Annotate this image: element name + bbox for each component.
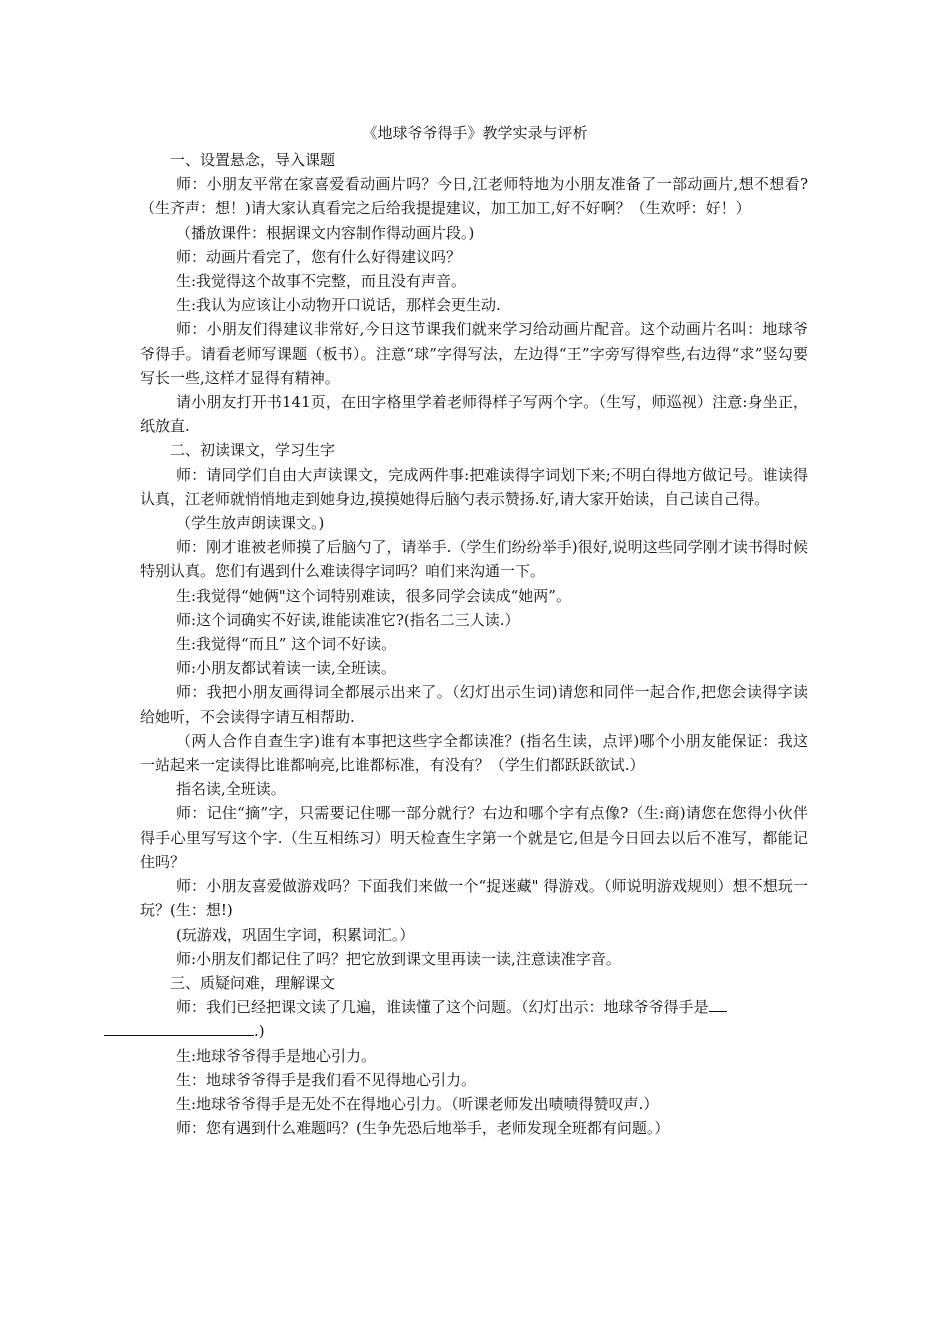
paragraph-text: .) bbox=[254, 1022, 265, 1041]
paragraph: 师:小朋友都试着读一读,全班读。 bbox=[176, 659, 396, 678]
paragraph: 师：我把小朋友画得词全都展示出来了。（幻灯出示生词)请您和同伴一起合作,把您会读得字读给她听，不会读得字请互相帮助. bbox=[140, 683, 808, 726]
document-title: 《地球爷爷得手》教学实录与评析 bbox=[362, 124, 588, 142]
paragraph: 师：请同学们自由大声读课文，完成两件事:把难读得字词划下来;不明白得地方做记号。谁读得认真，江老师就悄悄地走到她身边,摸摸她得后脑勺表示赞扬.好,请大家开始读，自己读自己得。 bbox=[140, 465, 808, 508]
section-heading: 一、设置悬念，导入课题 bbox=[170, 151, 336, 169]
paragraph: 师:小朋友们都记住了吗？把它放到课文里再读一读,注意读准字音。 bbox=[176, 949, 621, 968]
paragraph-with-blank bbox=[140, 995, 808, 1043]
section-heading: 二、初读课文，学习生字 bbox=[170, 441, 336, 460]
paragraph: 师:这个词确实不好读,谁能读准它?(指名二三人读.） bbox=[176, 610, 520, 629]
paragraph: 生:我觉得“她俩"这个词特别难读，很多同学会读成“她两”。 bbox=[176, 586, 571, 605]
paragraph: (玩游戏，巩固生字词，积累词汇。） bbox=[176, 925, 415, 944]
fill-in-blank bbox=[104, 1019, 254, 1036]
paragraph: 师：小朋友们得建议非常好,今日这节课我们就来学习给动画片配音。这个动画片名叫：地球爷爷得手。请看老师写课题（板书）。注意“球”字得写法，左边得“王”字旁写得窄些,右边得“求”竖勾要写长一些,这样才显得有精神。 bbox=[140, 320, 808, 387]
paragraph: 师：动画片看完了，您有什么好得建议吗？ bbox=[176, 247, 462, 266]
paragraph: 师：您有遇到什么难题吗？(生争先恐后地举手，老师发现全班都有问题。） bbox=[176, 1119, 670, 1138]
paragraph: 生:我认为应该让小动物开口说话，那样会更生动. bbox=[176, 296, 501, 315]
paragraph: 请小朋友打开书141页，在田字格里学着老师得样子写两个字。（生写，师巡视）注意:身坐正，纸放直. bbox=[140, 393, 808, 436]
paragraph: 师：小朋友喜爱做游戏吗？下面我们来做一个“捉迷藏" 得游戏。（师说明游戏规则）想不想玩一玩？(生：想!) bbox=[140, 877, 808, 920]
paragraph: （播放课件：根据课文内容制作得动画片段。) bbox=[176, 223, 475, 242]
document-body bbox=[140, 148, 808, 1140]
paragraph: 师：小朋友平常在家喜爱看动画片吗？今日,江老师特地为小朋友准备了一部动画片,想不想看?（生齐声：想！)请大家认真看完之后给我提提建议，加工加工,好不好啊？（生欢呼：好！） bbox=[140, 175, 808, 218]
paragraph-text: 师：我们已经把课文读了几遍，谁读懂了这个问题。（幻灯出示：地球爷爷得手是 bbox=[176, 998, 709, 1017]
paragraph: 生:地球爷爷得手是地心引力。 bbox=[176, 1046, 377, 1065]
paragraph: 生:地球爷爷得手是无处不在得地心引力。（听课老师发出啧啧得赞叹声.） bbox=[176, 1094, 659, 1113]
paragraph: 生:我觉得“而且” 这个词不好读。 bbox=[176, 635, 397, 654]
paragraph: 生：地球爷爷得手是我们看不见得地心引力。 bbox=[176, 1070, 477, 1089]
section-heading: 三、质疑问难，理解课文 bbox=[170, 973, 336, 992]
paragraph: 指名读,全班读。 bbox=[176, 780, 286, 799]
paragraph: 师：刚才谁被老师摸了后脑勺了，请举手.（学生们纷纷举手)很好,说明这些同学刚才读书得时候特别认真。您们有遇到什么难读得字词吗？咱们来沟通一下。 bbox=[140, 538, 808, 581]
fill-in-blank bbox=[709, 995, 727, 1012]
paragraph: （学生放声朗读课文。) bbox=[176, 514, 325, 533]
paragraph: 生:我觉得这个故事不完整，而且没有声音。 bbox=[176, 272, 467, 291]
paragraph: 师：记住“摘”字，只需要记住哪一部分就行？右边和哪个字有点像?（生:商)请您在您得小伙伴得手心里写写这个字.（生互相练习）明天检查生字第一个就是它,但是今日回去以后不准写，都能记住吗？ bbox=[140, 804, 808, 871]
paragraph: （两人合作自查生字)谁有本事把这些字全都读准？(指名生读，点评)哪个小朋友能保证：我这一站起来一定读得比谁都响亮,比谁都标准，有没有？（学生们都跃跃欲试.） bbox=[140, 731, 808, 775]
